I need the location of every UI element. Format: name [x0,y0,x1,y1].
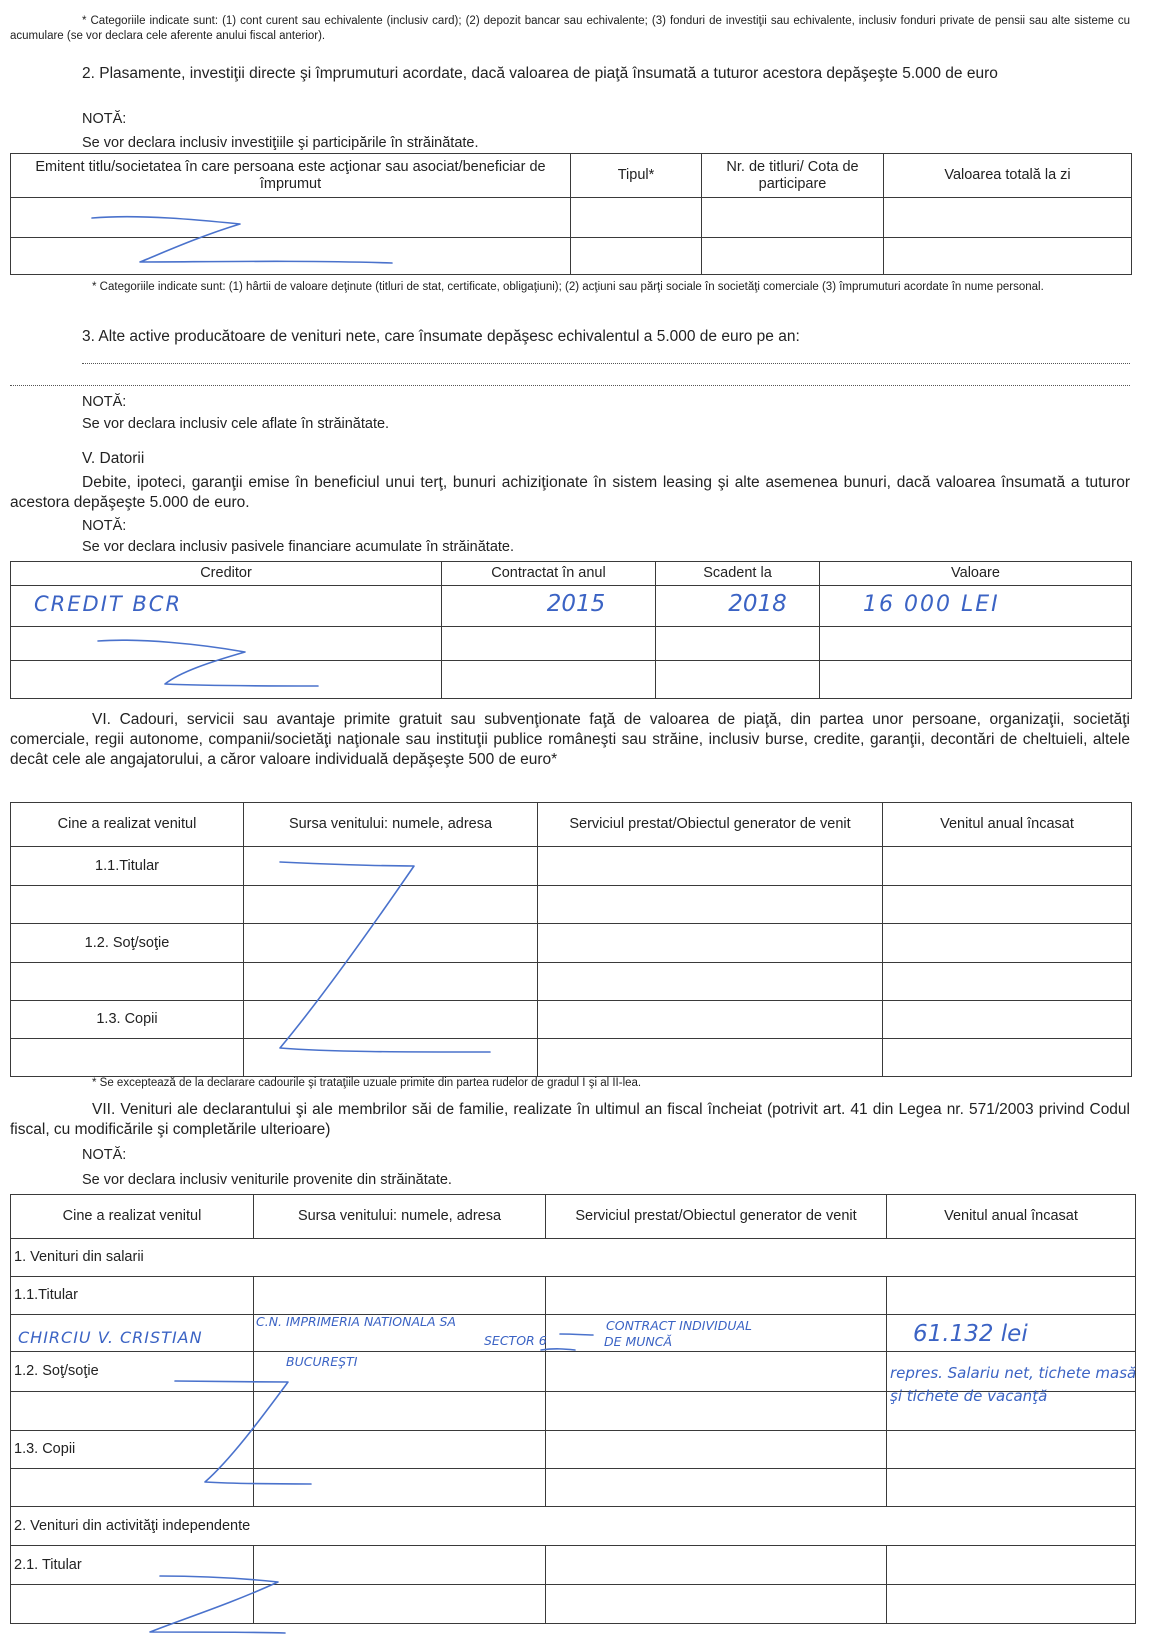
header-sursa: Sursa venitului: numele, adresa [244,803,538,847]
section-6-footnote: * Se exceptează de la declarare cadourile şi trataţiile uzuale primite din partea rudelor de gradul I şi al II-lea. [92,1077,642,1089]
section-2-title: 2. Plasamente, investiţii directe şi împrumuturi acordate, dacă valoarea de piaţă însumată a tuturor acestora depăşeşte 5.000 de euro [82,65,998,82]
header-cine: Cine a realizat venitul [11,1195,254,1239]
handwritten-source-3: BUCUREŞTI [286,1354,358,1369]
header-contractat: Contractat în anul [442,562,656,586]
row-label-sot: 1.2. Soţ/soţie [11,1352,254,1392]
footnote-categories-accounts: * Categoriile indicate sunt: (1) cont curent sau echivalente (inclusiv card); (2) depozit bancar sau echivalente; (3) fonduri de investiţii sau echivalente, inclusiv fonduri private de pensii sau alte sisteme cu acumulare (se vor declara cele aferente anului fiscal anterior). [10,15,1130,42]
section-7-text: VII. Venituri ale declarantului şi ale membrilor săi de familie, realizate în ultimul an fiscal încheiat (potrivit art. 41 din Legea nr. 571/2003 privind Codul fiscal, cu modificările şi completările ulterioare) [10,1101,1130,1138]
table-row [11,238,1132,275]
header-scadent: Scadent la [656,562,820,586]
table-row [11,886,1132,924]
table-row [11,1039,1132,1077]
header-valoare: Valoare [820,562,1132,586]
handwritten-service-1: CONTRACT INDIVIDUAL [606,1318,753,1333]
header-serviciul: Serviciul prestat/Obiectul generator de venit [546,1195,887,1239]
handwritten-name: CHIRCIU V. CRISTIAN [18,1328,203,1347]
section-5-text: Debite, ipoteci, garanţii emise în beneficiul unui terţ, bunuri achiziţionate în sistem leasing şi alte asemenea bunuri, dacă valoarea însumată a tuturor acestora depăşeşte 5.000 de euro. [10,474,1130,511]
table-row [11,1001,1132,1039]
handwritten-amount: 61.132 lei [913,1321,1028,1347]
contractat-value: 2015 [546,591,606,617]
group-venituri-independente: 2. Venituri din activităţi independente [11,1507,1136,1546]
header-cine: Cine a realizat venitul [11,803,244,847]
table-row [11,661,1132,699]
dotted-line [82,353,1130,364]
handwritten-source-2: SECTOR 6 [484,1333,547,1348]
header-tipul: Tipul* [571,154,702,198]
handwritten-source-1: C.N. IMPRIMERIA NATIONALA SA [256,1314,456,1329]
header-venitul: Venitul anual încasat [883,803,1132,847]
header-serviciul: Serviciul prestat/Obiectul generator de venit [538,803,883,847]
header-valoare: Valoarea totală la zi [884,154,1132,198]
table-row [11,924,1132,963]
table-row [11,963,1132,1001]
table-row [11,1469,1136,1507]
header-venitul: Venitul anual încasat [887,1195,1136,1239]
scadent-value: 2018 [728,591,787,617]
section-3-nota-text: Se vor declara inclusiv cele aflate în străinătate. [82,416,390,432]
header-nr-titluri: Nr. de titluri/ Cota de participare [702,154,884,198]
row-label-titular: 1.1.Titular [11,1277,254,1315]
section-6-text: VI. Cadouri, servicii sau avantaje primite gratuit sau subvenţionate faţă de valoarea de piaţă, din partea unor persoane, organizaţii, societăţi comerciale, regii autonome, companii/societăţi naţionale sau instituţii publice româneşti sau străine, inclusiv burse, credite, garanţii, decontări de cheltuieli, altele decât cele ale angajatorului, a căror valoare individuală depăşeşte 500 de euro* [10,711,1130,768]
table-row [11,1585,1136,1624]
section-2-nota-label: NOTĂ: [82,111,127,127]
section-5-title: V. Datorii [82,450,145,467]
table-row [11,586,1132,627]
section-3-nota-label: NOTĂ: [82,394,127,410]
valoare-value: 16 000 LEI [863,592,1000,617]
section-2-nota-text: Se vor declara inclusiv investiţiile şi participările în străinătate. [82,135,479,151]
header-sursa: Sursa venitului: numele, adresa [254,1195,546,1239]
row-label-copii: 1.3. Copii [11,1001,244,1039]
header-creditor: Creditor [11,562,442,586]
debts-table [10,561,1132,699]
dotted-line [10,375,1130,386]
section-2-footnote: * Categoriile indicate sunt: (1) hârtii de valoare deţinute (titluri de stat, certificate, obligaţiuni); (2) acţiuni sau părţi sociale în societăţi comerciale (3) împrumuturi acordate în nume personal. [92,281,1044,293]
income-table [10,1194,1136,1624]
table-row [11,627,1132,661]
row-label-titular: 1.1.Titular [11,847,244,886]
handwritten-amount-note: repres. Salariu net, tichete masă şi tichete de vacanţă [890,1364,1137,1405]
investments-table [10,153,1132,275]
section-5-nota-label: NOTĂ: [82,518,127,534]
handwritten-service-2: DE MUNCĂ [604,1334,673,1349]
section-3-title: 3. Alte active producătoare de venituri nete, care însumate depăşesc echivalentul a 5.000 de euro pe an: [82,328,800,345]
section-7-nota-text: Se vor declara inclusiv veniturile provenite din străinătate. [82,1172,452,1188]
row-label-titular-independent: 2.1. Titular [11,1546,254,1585]
group-venituri-salarii: 1. Venituri din salarii [11,1239,1136,1277]
creditor-value: CREDIT BCR [34,592,183,616]
section-7-nota-label: NOTĂ: [82,1147,127,1163]
row-label-copii: 1.3. Copii [11,1431,254,1469]
table-row [11,847,1132,886]
header-emitent: Emitent titlu/societatea în care persoana este acţionar sau asociat/beneficiar de împrumut [11,154,571,198]
section-5-nota-text: Se vor declara inclusiv pasivele financiare acumulate în străinătate. [82,539,515,555]
gifts-table [10,802,1132,1077]
row-label-sot: 1.2. Soţ/soţie [11,924,244,963]
table-row [11,198,1132,238]
